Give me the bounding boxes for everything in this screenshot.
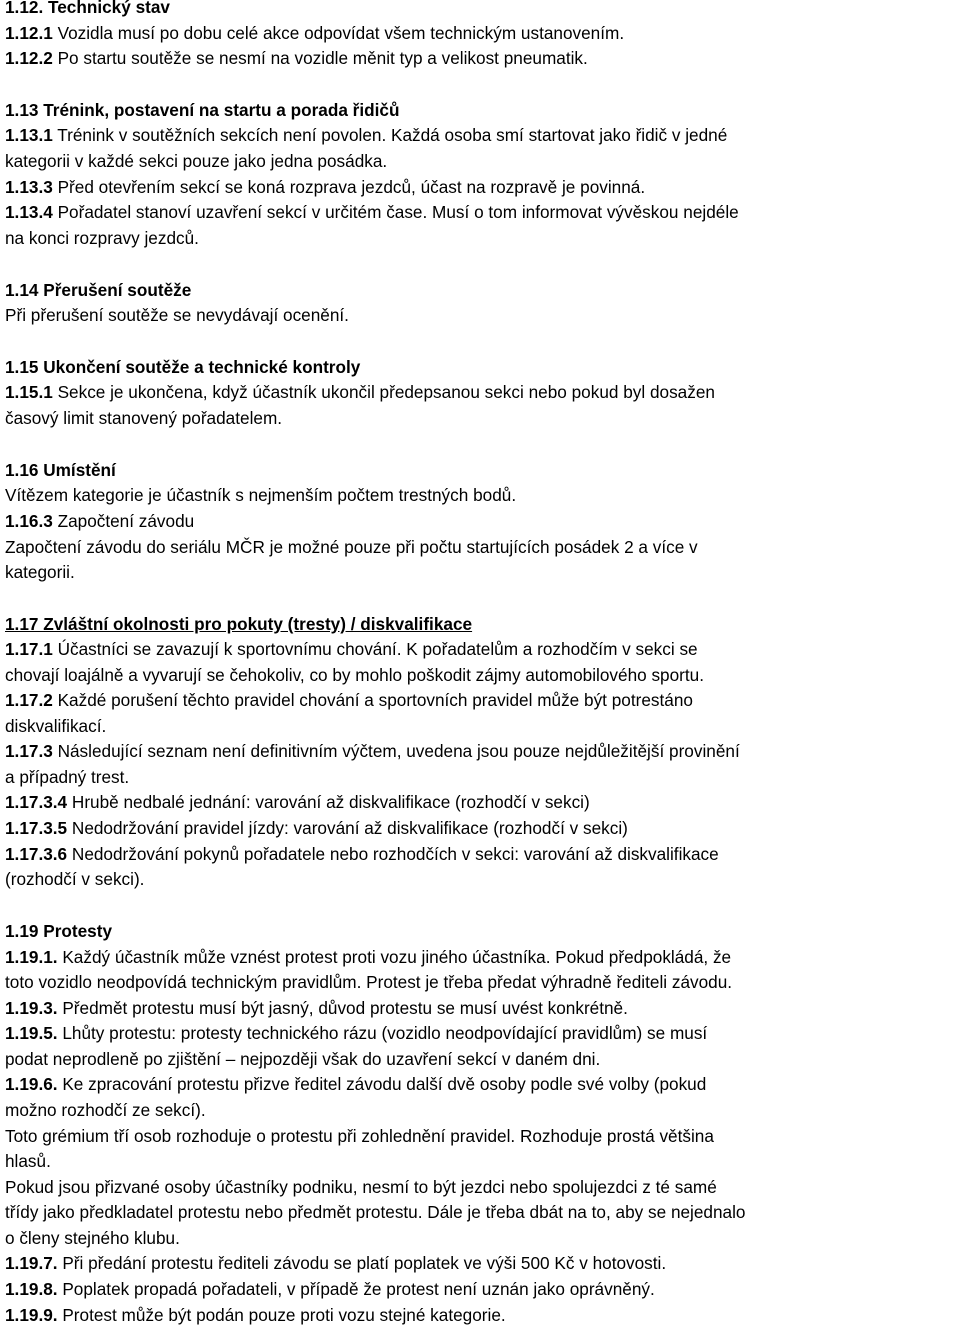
text-line — [5, 304, 349, 326]
text-line — [5, 843, 719, 865]
clause-number: 1.17.2 — [5, 690, 53, 710]
clause-text: podat neprodleně po zjištění – nejpozději však do uzavření sekcí v daném dni. — [5, 1049, 601, 1069]
text-line — [5, 356, 360, 378]
text-line — [5, 664, 704, 686]
clause-number: 1.19.6. — [5, 1074, 58, 1094]
text-line — [5, 920, 112, 942]
clause-number: 1.13.4 — [5, 202, 53, 222]
clause-number: 1.12.2 — [5, 48, 53, 68]
text-line — [5, 1278, 655, 1300]
clause-text: Trénink v soutěžních sekcích není povolen. Každá osoba smí startovat jako řidič v jedné — [52, 125, 728, 145]
clause-number: 1.19.9. — [5, 1305, 58, 1325]
section-heading: 1.19 Protesty — [5, 921, 113, 941]
text-line — [5, 997, 628, 1019]
text-line — [5, 868, 144, 890]
text-line — [5, 1022, 707, 1044]
clause-text: Pokud jsou přizvané osoby účastníky podniku, nesmí to být jezdci nebo spolujezdci z té samé — [5, 1177, 717, 1197]
clause-number: 1.19.1. — [5, 947, 58, 967]
text-line — [5, 227, 199, 249]
text-line — [5, 715, 106, 737]
clause-text: Vítězem kategorie je účastník s nejmenším počtem trestných bodů. — [5, 485, 517, 505]
text-line — [5, 0, 170, 18]
text-line — [5, 124, 727, 146]
section-heading: 1.12. Technický stav — [5, 0, 170, 17]
clause-number: 1.17.3.6 — [5, 844, 68, 864]
clause-number: 1.17.3.4 — [5, 792, 68, 812]
clause-text: možno rozhodčí ze sekcí). — [5, 1100, 206, 1120]
text-line — [5, 47, 588, 69]
clause-text: Pořadatel stanoví uzavření sekcí v určitém čase. Musí o tom informovat vývěskou nejdéle — [52, 202, 739, 222]
clause-number: 1.19.5. — [5, 1023, 58, 1043]
text-line — [5, 638, 698, 660]
text-line — [5, 1125, 714, 1147]
clause-text: Nedodržování pokynů pořadatele nebo rozhodčích v sekci: varování až diskvalifikace — [67, 844, 719, 864]
text-line — [5, 201, 739, 223]
clause-text: o členy stejného klubu. — [5, 1228, 180, 1248]
section-heading: 1.14 Přerušení soutěže — [5, 280, 192, 300]
clause-text: Toto grémium tří osob rozhoduje o protestu při zohlednění pravidel. Rozhoduje prostá většina — [5, 1126, 714, 1146]
text-line — [5, 176, 645, 198]
text-line — [5, 1073, 706, 1095]
clause-text: a případný trest. — [5, 767, 130, 787]
clause-text: Ke zpracování protestu přizve ředitel závodu další dvě osoby podle své volby (pokud — [57, 1074, 707, 1094]
text-line — [5, 279, 191, 301]
clause-text: kategorii v každé sekci pouze jako jedna posádka. — [5, 151, 388, 171]
text-line — [5, 1304, 506, 1326]
clause-text: Při přerušení soutěže se nevydávají ocenění. — [5, 305, 349, 325]
clause-number: 1.19.7. — [5, 1253, 58, 1273]
text-line — [5, 1048, 600, 1070]
clause-text: Lhůty protestu: protesty technického rázu (vozidlo neodpovídající pravidlům) se musí — [57, 1023, 708, 1043]
text-line — [5, 1227, 180, 1249]
clause-text: Předmět protestu musí být jasný, důvod protestu se musí uvést konkrétně. — [57, 998, 628, 1018]
clause-number: 1.12.1 — [5, 23, 53, 43]
text-line — [5, 150, 387, 172]
text-line — [5, 1201, 746, 1223]
text-line — [5, 459, 116, 481]
clause-text: Vozidla musí po dobu celé akce odpovídat všem technickým ustanovením. — [52, 23, 625, 43]
text-line — [5, 536, 698, 558]
text-line — [5, 510, 194, 532]
clause-number: 1.17.1 — [5, 639, 53, 659]
text-line — [5, 791, 590, 813]
text-line — [5, 381, 715, 403]
clause-text: Započtení závodu — [52, 511, 195, 531]
clause-text: Před otevřením sekcí se koná rozprava jezdců, účast na rozpravě je povinná. — [52, 177, 646, 197]
text-line — [5, 946, 731, 968]
section-heading: 1.16 Umístění — [5, 460, 116, 480]
text-line — [5, 1099, 206, 1121]
clause-text: třídy jako předkladatel protestu nebo předmět protestu. Dále je třeba dbát na to, aby se nejednalo — [5, 1202, 746, 1222]
section-heading: 1.13 Trénink, postavení na startu a porada řidičů — [5, 100, 400, 120]
text-line — [5, 740, 740, 762]
text-line — [5, 689, 693, 711]
clause-text: (rozhodčí v sekci). — [5, 869, 145, 889]
text-line — [5, 817, 628, 839]
clause-number: 1.19.8. — [5, 1279, 58, 1299]
text-line — [5, 766, 129, 788]
text-line — [5, 22, 624, 44]
clause-text: Sekce je ukončena, když účastník ukončil předepsanou sekci nebo pokud byl dosažen — [52, 382, 715, 402]
text-line — [5, 1150, 51, 1172]
clause-text: chovají loajálně a vyvarují se čehokoliv, co by mohlo poškodit zájmy automobilového sportu. — [5, 665, 705, 685]
clause-text: Při předání protestu řediteli závodu se platí poplatek ve výši 500 Kč v hotovosti. — [57, 1253, 667, 1273]
clause-number: 1.19.3. — [5, 998, 58, 1018]
clause-text: toto vozidlo neodpovídá technickým pravidlům. Protest je třeba předat výhradně řediteli závodu. — [5, 972, 733, 992]
clause-number: 1.15.1 — [5, 382, 53, 402]
clause-text: na konci rozpravy jezdců. — [5, 228, 199, 248]
text-line — [5, 1176, 717, 1198]
clause-number: 1.17.3 — [5, 741, 53, 761]
clause-number: 1.17.3.5 — [5, 818, 68, 838]
clause-text: kategorii. — [5, 562, 75, 582]
clause-text: Následující seznam není definitivním výčtem, uvedena jsou pouze nejdůležitější provinění — [52, 741, 740, 761]
text-line — [5, 407, 282, 429]
section-heading: 1.17 Zvláštní okolnosti pro pokuty (tresty) / diskvalifikace — [5, 614, 473, 634]
clause-text: Po startu soutěže se nesmí na vozidle měnit typ a velikost pneumatik. — [52, 48, 588, 68]
text-line — [5, 484, 516, 506]
text-line — [5, 613, 472, 635]
clause-text: časový limit stanovený pořadatelem. — [5, 408, 283, 428]
clause-text: Protest může být podán pouze proti vozu stejné kategorie. — [57, 1305, 506, 1325]
clause-text: Nedodržování pravidel jízdy: varování až diskvalifikace (rozhodčí v sekci) — [67, 818, 628, 838]
clause-text: Každý účastník může vznést protest proti vozu jiného účastníka. Pokud předpokládá, že — [57, 947, 732, 967]
text-line — [5, 99, 399, 121]
text-line — [5, 971, 732, 993]
clause-text: Poplatek propadá pořadateli, v případě že protest není uznán jako oprávněný. — [57, 1279, 655, 1299]
section-heading: 1.15 Ukončení soutěže a technické kontroly — [5, 357, 361, 377]
clause-number: 1.13.1 — [5, 125, 53, 145]
clause-text: Každé porušení těchto pravidel chování a sportovních pravidel může být potrestáno — [52, 690, 693, 710]
clause-text: Započtení závodu do seriálu MČR je možné pouze při počtu startujících posádek 2 a více v — [5, 537, 698, 557]
clause-text: Účastníci se zavazují k sportovnímu chování. K pořadatelům a rozhodčím v sekci se — [52, 639, 698, 659]
clause-number: 1.13.3 — [5, 177, 53, 197]
clause-text: diskvalifikací. — [5, 716, 107, 736]
clause-number: 1.16.3 — [5, 511, 53, 531]
clause-text: Hrubě nedbalé jednání: varování až diskvalifikace (rozhodčí v sekci) — [67, 792, 590, 812]
clause-text: hlasů. — [5, 1151, 51, 1171]
text-line — [5, 561, 75, 583]
text-line — [5, 1252, 666, 1274]
